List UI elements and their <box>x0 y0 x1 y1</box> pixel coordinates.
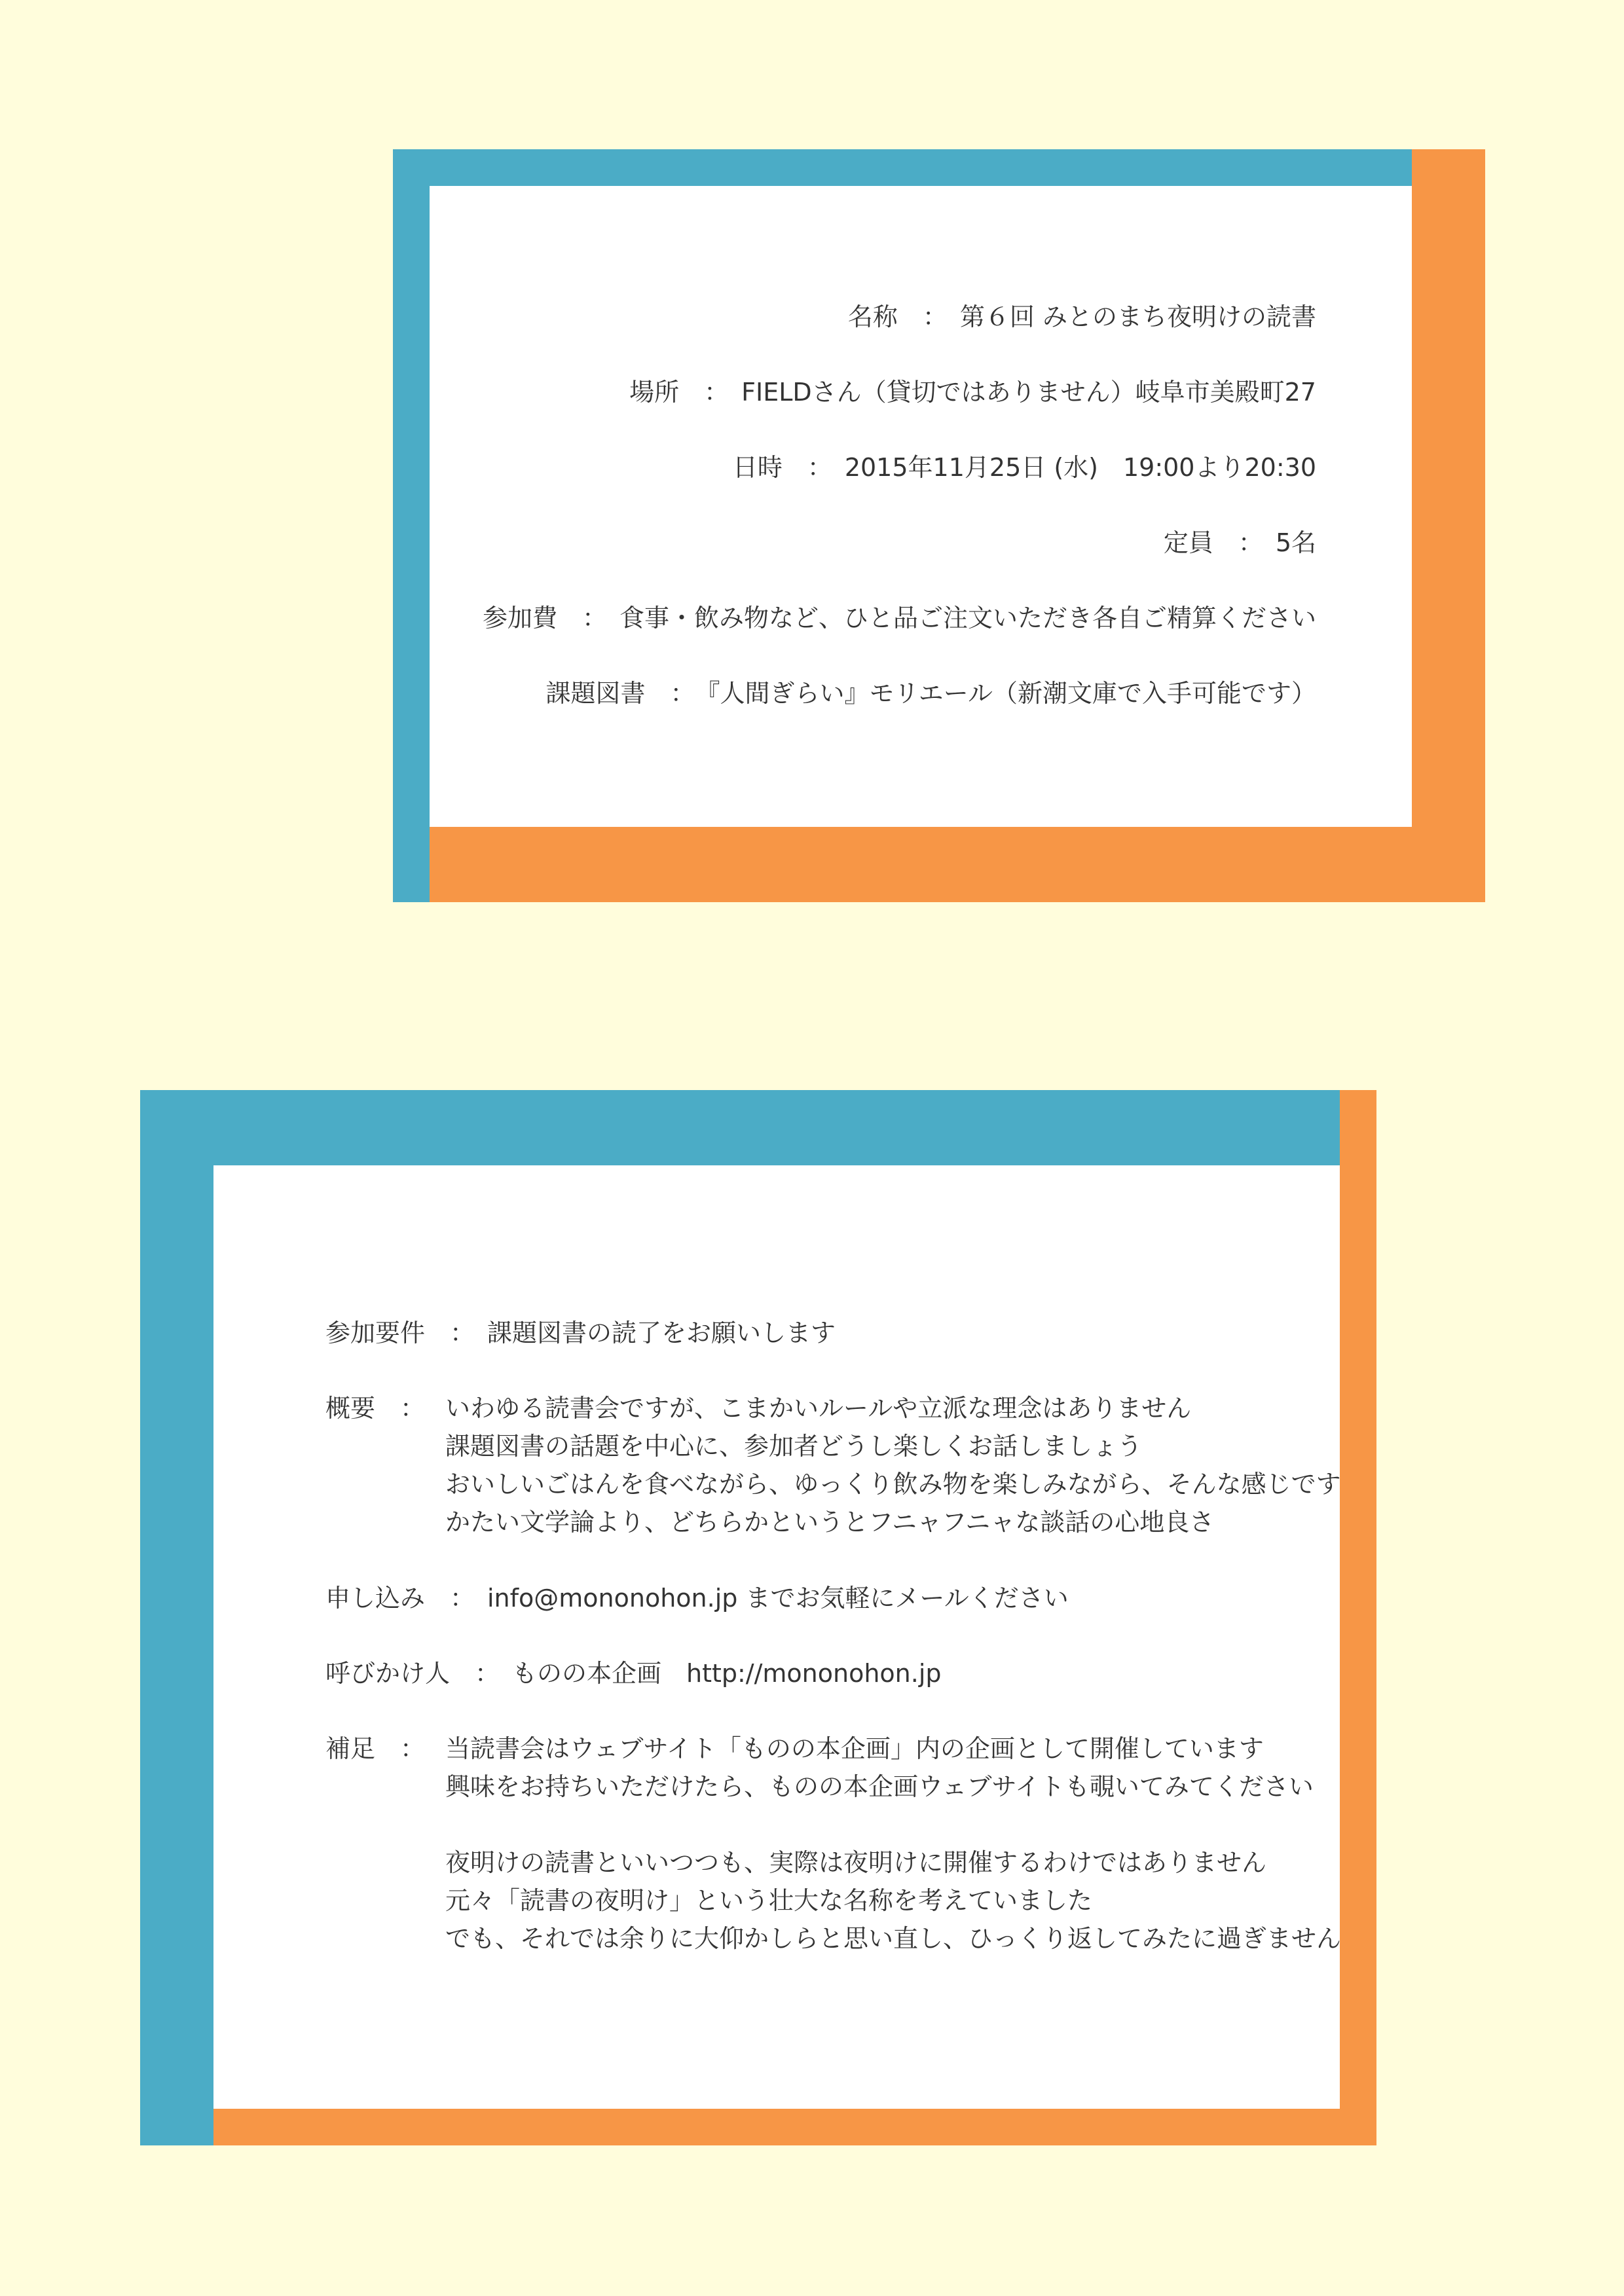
summary-line: おいしいごはんを食べながら、ゆっくり飲み物を楽しみながら、そんな感じです <box>445 1470 1341 1499</box>
blue-top-border <box>393 149 1412 186</box>
event-fee: 参加費 ： 食事・飲み物など、ひと品ご注文いただき各自ご精算ください <box>482 604 1316 632</box>
note-line: 興味をお持ちいただけたら、ものの本企画ウェブサイトも覗いてみてください <box>445 1772 1314 1801</box>
note-line: でも、それでは余りに大仰かしらと思い直し、ひっくり返してみたに過ぎません <box>445 1924 1342 1953</box>
event-book: 課題図書 ： 『人間ぎらい』モリエール（新潮文庫で入手可能です） <box>545 679 1316 708</box>
blue-top-border <box>140 1090 1340 1165</box>
organizer-text: 呼びかけ人 ： ものの本企画 http://mononohon.jp <box>325 1659 942 1688</box>
requirement-text: 参加要件 ： 課題図書の読了をお願いします <box>325 1319 836 1347</box>
details-panel <box>213 1165 1340 2109</box>
summary-label: 概要 ： <box>325 1394 426 1423</box>
orange-right-border <box>1340 1090 1376 2145</box>
summary-line: いわゆる読書会ですが、こまかいルールや立派な理念はありません <box>445 1394 1192 1423</box>
apply-text: 申し込み ： info@mononohon.jp までお気軽にメールください <box>325 1584 1069 1613</box>
note-line: 夜明けの読書といいつつも、実際は夜明けに開催するわけではありません <box>445 1848 1267 1877</box>
note-line: 元々「読書の夜明け」という壮大な名称を考えていました <box>445 1886 1093 1915</box>
event-info-panel <box>430 186 1412 827</box>
orange-right-border <box>1412 149 1485 902</box>
details-card <box>140 1090 1376 2145</box>
note-line: 当読書会はウェブサイト「ものの本企画」内の企画として開催しています <box>445 1734 1264 1763</box>
event-capacity: 定員 ： 5名 <box>1163 528 1316 557</box>
orange-bottom-border <box>430 827 1485 902</box>
event-location: 場所 ： FIELDさん（貸切ではありません）岐阜市美殿町27 <box>629 378 1316 407</box>
event-name: 名称 ： 第６回 みとのまち夜明けの読書 <box>847 302 1316 331</box>
summary-line: 課題図書の話題を中心に、参加者どうし楽しくお話しましょう <box>445 1432 1143 1461</box>
event-datetime: 日時 ： 2015年11月25日 (水) 19:00より20:30 <box>732 453 1316 482</box>
blue-left-border <box>140 1090 213 2145</box>
blue-left-border <box>393 149 430 902</box>
note-label: 補足 ： <box>325 1734 426 1763</box>
event-info-card <box>393 149 1485 902</box>
orange-bottom-border <box>213 2109 1376 2145</box>
summary-line: かたい文学論より、どちらかというとフニャフニャな談話の心地良さ <box>445 1508 1215 1537</box>
